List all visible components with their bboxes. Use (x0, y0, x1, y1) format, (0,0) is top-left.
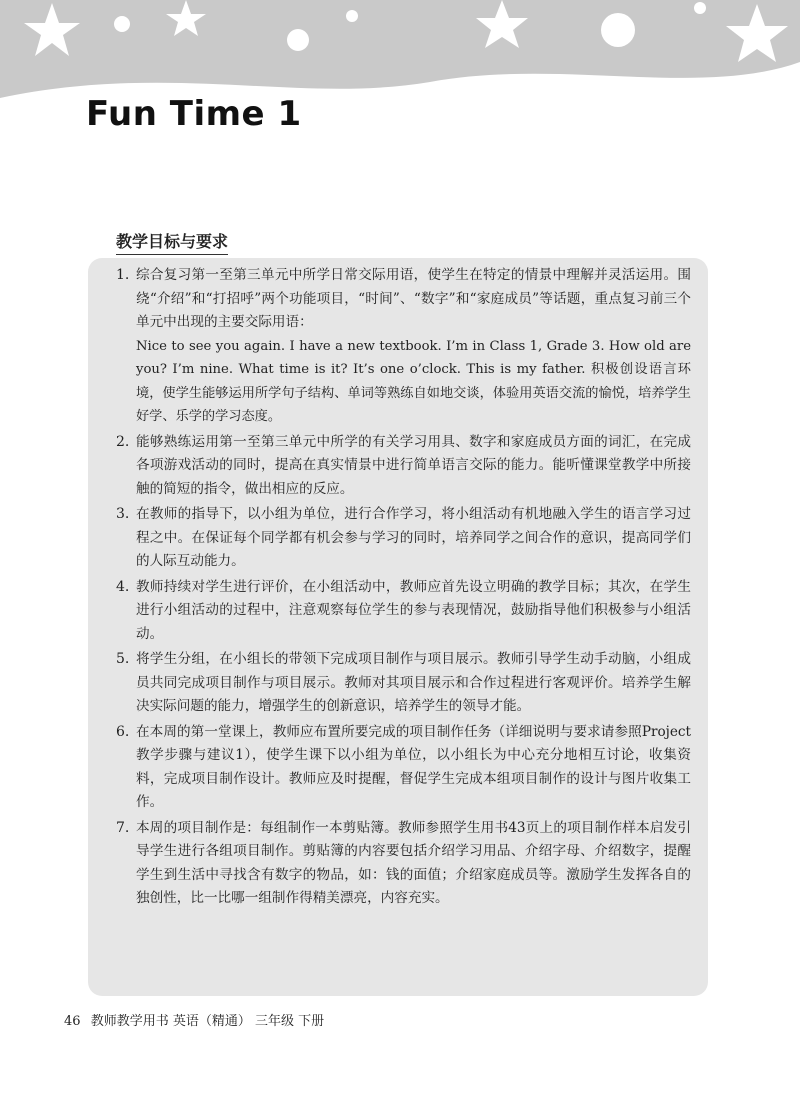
page-title: Fun Time 1 (86, 94, 302, 134)
page-number: 46 (64, 1014, 81, 1029)
item-text: 在本周的第一堂课上，教师应布置所要完成的项目制作任务（详细说明与要求请参照Project教学步骤与建议1），使学生课下以小组为单位，以小组长为中心充分地相互讨论，收集资料，完成项目制作设计。教师应及时提醒，督促学生完成本组项目制作的设计与图片收集工作。 (136, 723, 691, 810)
item-text: 教师持续对学生进行评价，在小组活动中，教师应首先设立明确的教学目标；其次，在学生进行小组活动的过程中，注意观察每位学生的参与表现情况，鼓励指导他们积极参与小组活动。 (136, 578, 691, 642)
decorative-banner (0, 0, 800, 100)
item-text: 将学生分组，在小组长的带领下完成项目制作与项目展示。教师引导学生动手动脑，小组成员共同完成项目制作与项目展示。教师对其项目展示和合作过程进行客观评价。培养学生解决实际问题的能力，增强学生的创新意识，培养学生的领导才能。 (136, 651, 691, 714)
circle-icon (114, 16, 130, 32)
item-number: 4. (116, 578, 130, 595)
circle-icon (694, 2, 706, 14)
item-number: 3. (116, 506, 130, 522)
list-item (116, 721, 691, 815)
item-number: 1. (116, 267, 130, 283)
item-text: 本周的项目制作是：每组制作一本剪贴簿。教师参照学生用书43页上的项目制作样本启发引导学生进行各组项目制作。剪贴簿的内容要包括介绍学习用品、介绍字母、介绍数字，提醒学生到生活中寻找含有数字的物品，如：钱的面值；介绍家庭成员等。激励学生发挥各自的独创性，比一比哪一组制作得精美漂亮，内容充实。 (136, 819, 691, 906)
item-text: Nice to see you again. I have a new textbook. I’m in Class 1, Grade 3. How old are you? I’m nine. What time is it? It’s one o’clock. This is my father. 积极创设语言环境，使学生能够运用所学句子结构、单词等熟练自如地交谈，体验用英语交流的愉悦，培养学生好学、乐学的学习态度。 (136, 338, 691, 424)
item-number: 7. (116, 819, 130, 836)
item-number: 5. (116, 651, 130, 667)
list-item (116, 648, 691, 719)
list-item (116, 576, 691, 647)
goals-list (116, 264, 691, 913)
item-text: 在教师的指导下，以小组为单位，进行合作学习，将小组活动有机地融入学生的语言学习过程之中。在保证每个同学都有机会参与学习的同时，培养同学之间合作的意识，提高同学们的人际互动能力。 (136, 506, 691, 569)
list-item (116, 503, 691, 574)
item-text: 能够熟练运用第一至第三单元中所学的有关学习用具、数字和家庭成员方面的词汇，在完成各项游戏活动的同时，提高在真实情景中进行简单语言交际的能力。能听懂课堂教学中所接触的简短的指令，做出相应的反应。 (136, 433, 691, 497)
circle-icon (601, 13, 635, 47)
item-number: 2. (116, 433, 130, 450)
banner-wave (0, 0, 800, 98)
section-heading: 教学目标与要求 (116, 229, 228, 255)
circle-icon (346, 10, 358, 22)
page-footer (64, 1010, 324, 1029)
book-info: 教师教学用书 英语（精通） 三年级 下册 (90, 1014, 325, 1029)
circle-icon (287, 29, 309, 51)
list-item (116, 817, 691, 911)
list-item (116, 264, 691, 429)
item-number: 6. (116, 723, 130, 740)
list-item (116, 431, 691, 502)
item-text: 综合复习第一至第三单元中所学日常交际用语，使学生在特定的情景中理解并灵活运用。围绕“介绍”和“打招呼”两个功能项目，“时间”、“数字”和“家庭成员”等话题，重点复习前三个单元中出现的主要交际用语： (136, 267, 691, 330)
